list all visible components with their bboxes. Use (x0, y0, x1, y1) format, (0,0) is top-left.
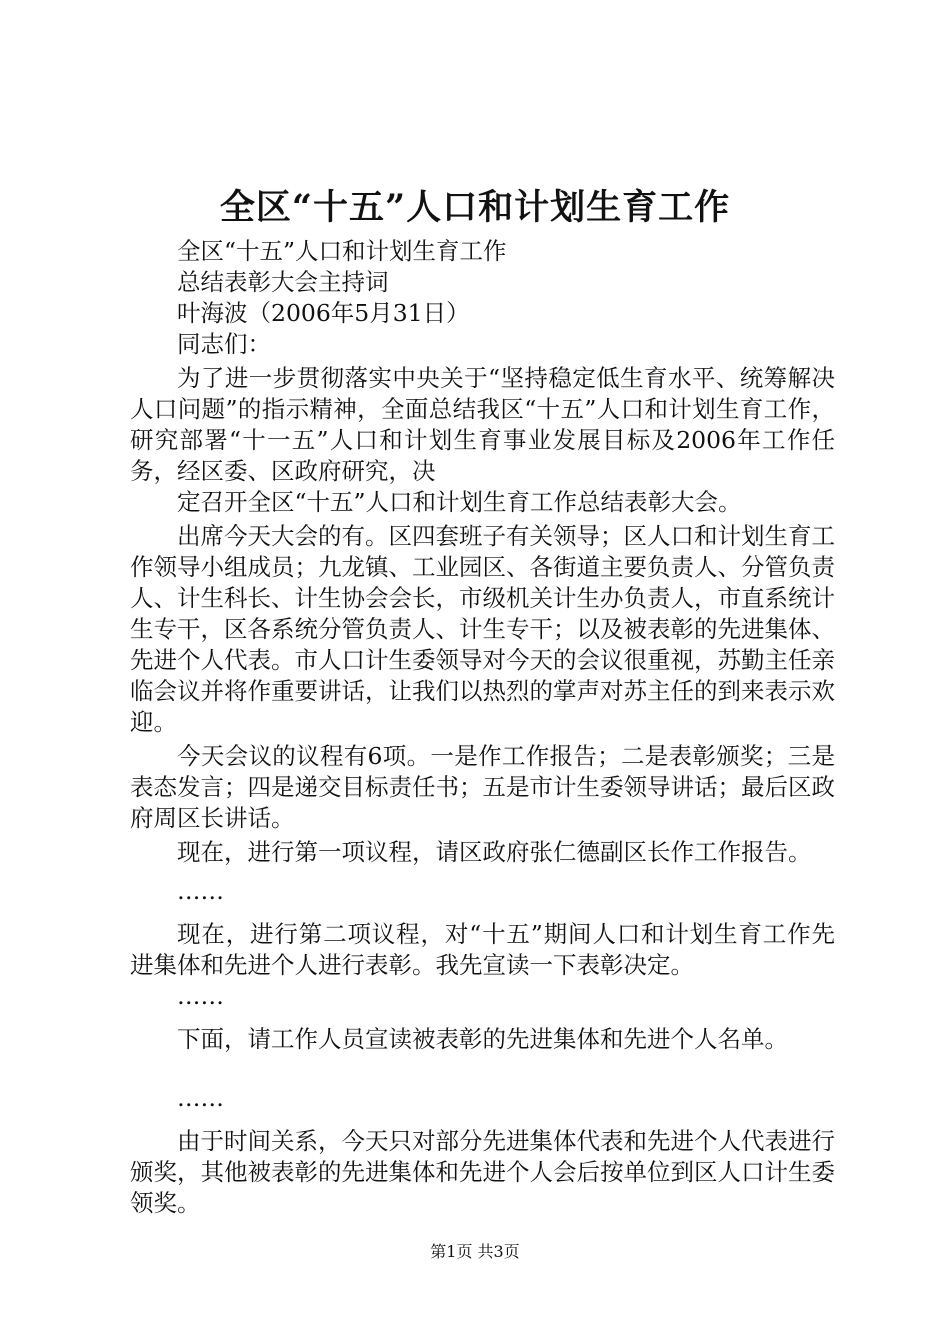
paragraph-ellipsis-1: …… (177, 877, 224, 905)
document-title: 全区“十五”人口和计划生育工作 (219, 187, 731, 228)
paragraph-salutation: 同志们： (177, 330, 271, 358)
paragraph-ellipsis-2: …… (177, 982, 224, 1010)
paragraph-second-item: 现在，进行第二项议程，对“十五”期间人口和计划生育工作先进集体和先进个人进行表彰。我先宣读一下表彰决定。 (130, 920, 835, 979)
paragraph-first-item: 现在，进行第一项议程，请区政府张仁德副区长作工作报告。 (177, 838, 812, 866)
paragraph-decision: 定召开全区“十五”人口和计划生育工作总结表彰大会。 (177, 488, 742, 516)
paragraph-name-list: 下面，请工作人员宣读被表彰的先进集体和先进个人名单。 (177, 1025, 788, 1053)
paragraph-author-date: 叶海波（2006年5月31日） (177, 299, 470, 327)
document-body (130, 236, 835, 1219)
page-footer: 第1页 共3页 (430, 1242, 520, 1261)
paragraph-purpose: 为了进一步贯彻落实中央关于“坚持稳定低生育水平、统筹解决人口问题”的指示精神，全面总结我区“十五”人口和计划生育工作，研究部署“十一五”人口和计划生育事业发展目标及2006年工作任务，经区委、区政府研究，决 (130, 364, 835, 485)
paragraph-ellipsis-3: …… (177, 1084, 224, 1112)
paragraph-heading-line-2: 总结表彰大会主持词 (177, 268, 389, 296)
paragraph-heading-line-1: 全区“十五”人口和计划生育工作 (177, 237, 507, 265)
paragraph-agenda: 今天会议的议程有6项。一是作工作报告；二是表彰颁奖；三是表态发言；四是递交目标责任书；五是市计生委领导讲话；最后区政府周区长讲话。 (130, 742, 835, 832)
paragraph-attendees: 出席今天大会的有。区四套班子有关领导；区人口和计划生育工作领导小组成员；九龙镇、工业园区、各街道主要负责人、分管负责人、计生科长、计生协会会长，市级机关计生办负责人，市直系统计生专干，区各系统分管负责人、计生专干；以及被表彰的先进集体、先进个人代表。市人口计生委领导对今天的会议很重视，苏勤主任亲临会议并将作重要讲话，让我们以热烈的掌声对苏主任的到来表示欢迎。 (130, 522, 835, 736)
paragraph-awards: 由于时间关系，今天只对部分先进集体代表和先进个人代表进行颁奖，其他被表彰的先进集体和先进个人会后按单位到区人口计生委领奖。 (130, 1127, 835, 1217)
